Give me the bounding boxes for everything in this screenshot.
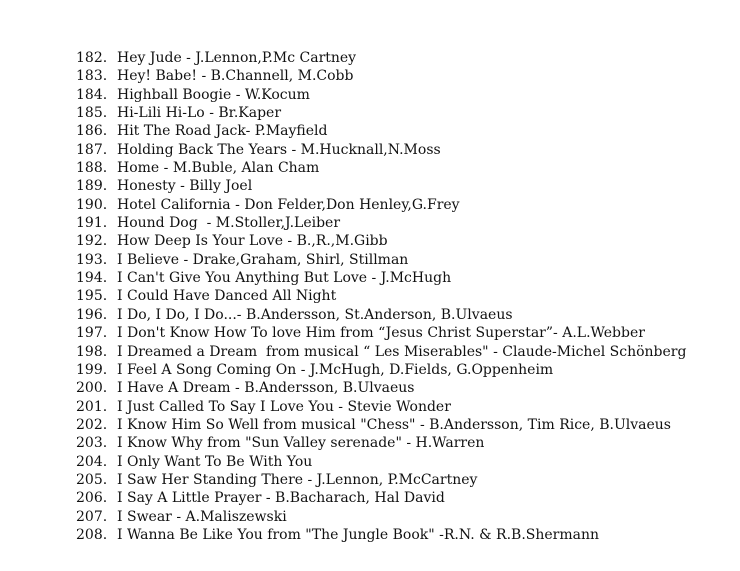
list-item <box>76 343 686 361</box>
list-item <box>76 361 686 379</box>
list-item <box>76 398 686 416</box>
song-title: Hotel California - Don Felder,Don Henley,G.Frey <box>117 196 460 213</box>
song-title: I Believe - Drake,Graham, Shirl, Stillman <box>117 251 409 268</box>
song-title: I Know Him So Well from musical "Chess" - B.Andersson, Tim Rice, B.Ulvaeus <box>117 416 671 433</box>
song-title: Honesty - Billy Joel <box>117 178 253 195</box>
song-number: 202. <box>76 416 108 433</box>
song-title: I Know Why from "Sun Valley serenade" - H.Warren <box>117 435 485 452</box>
list-item <box>76 287 686 305</box>
list-item <box>76 416 686 434</box>
song-title: Hit The Road Jack- P.Mayfield <box>117 123 328 140</box>
song-title: I Could Have Danced All Night <box>117 288 337 305</box>
song-number: 207. <box>76 508 108 525</box>
song-number: 197. <box>76 325 108 342</box>
song-title: I Do, I Do, I Do...- B.Andersson, St.Anderson, B.Ulvaeus <box>117 306 513 323</box>
song-title: Hey Jude - J.Lennon,P.Mc Cartney <box>117 50 357 66</box>
song-number: 196. <box>76 306 108 323</box>
list-item <box>76 306 686 324</box>
song-title: I Swear - A.Maliszewski <box>117 508 287 525</box>
song-number: 186. <box>76 123 108 140</box>
list-item <box>76 434 686 452</box>
list-item <box>76 104 686 122</box>
song-title: Hey! Babe! - B.Channell, M.Cobb <box>117 68 354 85</box>
song-title: I Say A Little Prayer - B.Bacharach, Hal David <box>117 490 445 507</box>
list-item <box>76 526 686 544</box>
list-item <box>76 471 686 489</box>
song-title: I Don't Know How To love Him from “Jesus Christ Superstar”- A.L.Webber <box>117 325 645 342</box>
list-item <box>76 177 686 195</box>
list-item <box>76 324 686 342</box>
song-number: 190. <box>76 196 108 213</box>
song-title: I Feel A Song Coming On - J.McHugh, D.Fields, G.Oppenheim <box>117 361 554 378</box>
song-number: 183. <box>76 68 108 85</box>
song-title: I Saw Her Standing There - J.Lennon, P.McCartney <box>117 471 478 488</box>
song-number: 193. <box>76 251 108 268</box>
list-item <box>76 49 686 67</box>
song-number: 198. <box>76 343 108 360</box>
song-number: 184. <box>76 86 108 103</box>
song-number: 204. <box>76 453 108 470</box>
song-list <box>76 49 686 544</box>
song-title: Highball Boogie - W.Kocum <box>117 86 310 103</box>
song-number: 203. <box>76 435 108 452</box>
list-item <box>76 508 686 526</box>
song-number: 189. <box>76 178 108 195</box>
song-title: How Deep Is Your Love - B.,R.,M.Gibb <box>117 233 388 250</box>
list-item <box>76 379 686 397</box>
list-item <box>76 251 686 269</box>
song-title: I Can't Give You Anything But Love - J.McHugh <box>117 270 452 287</box>
list-item <box>76 269 686 287</box>
list-item <box>76 67 686 85</box>
song-number: 188. <box>76 160 108 177</box>
song-number: 205. <box>76 471 108 488</box>
song-title: Hound Dog - M.Stoller,J.Leiber <box>117 215 341 232</box>
song-number: 182. <box>76 50 108 66</box>
song-number: 195. <box>76 288 108 305</box>
song-title: I Dreamed a Dream from musical “ Les Miserables" - Claude-Michel Schönberg <box>117 343 687 360</box>
list-item <box>76 453 686 471</box>
song-title: I Just Called To Say I Love You - Stevie Wonder <box>117 398 451 415</box>
list-item <box>76 232 686 250</box>
song-title: Holding Back The Years - M.Hucknall,N.Moss <box>117 141 441 158</box>
list-item <box>76 141 686 159</box>
song-number: 191. <box>76 215 108 232</box>
list-item <box>76 489 686 507</box>
song-number: 201. <box>76 398 108 415</box>
song-title: I Only Want To Be With You <box>117 453 313 470</box>
song-number: 206. <box>76 490 108 507</box>
song-number: 185. <box>76 105 108 122</box>
song-number: 192. <box>76 233 108 250</box>
list-item <box>76 196 686 214</box>
list-item <box>76 159 686 177</box>
list-item <box>76 122 686 140</box>
song-number: 200. <box>76 380 108 397</box>
song-number: 208. <box>76 526 108 543</box>
song-title: Home - M.Buble, Alan Cham <box>117 160 320 177</box>
song-title: I Have A Dream - B.Andersson, B.Ulvaeus <box>117 380 415 397</box>
list-item <box>76 86 686 104</box>
song-number: 194. <box>76 270 108 287</box>
song-title: Hi-Lili Hi-Lo - Br.Kaper <box>117 105 282 122</box>
song-number: 187. <box>76 141 108 158</box>
song-number: 199. <box>76 361 108 378</box>
list-item <box>76 214 686 232</box>
song-title: I Wanna Be Like You from "The Jungle Book" -R.N. & R.B.Shermann <box>117 526 600 543</box>
